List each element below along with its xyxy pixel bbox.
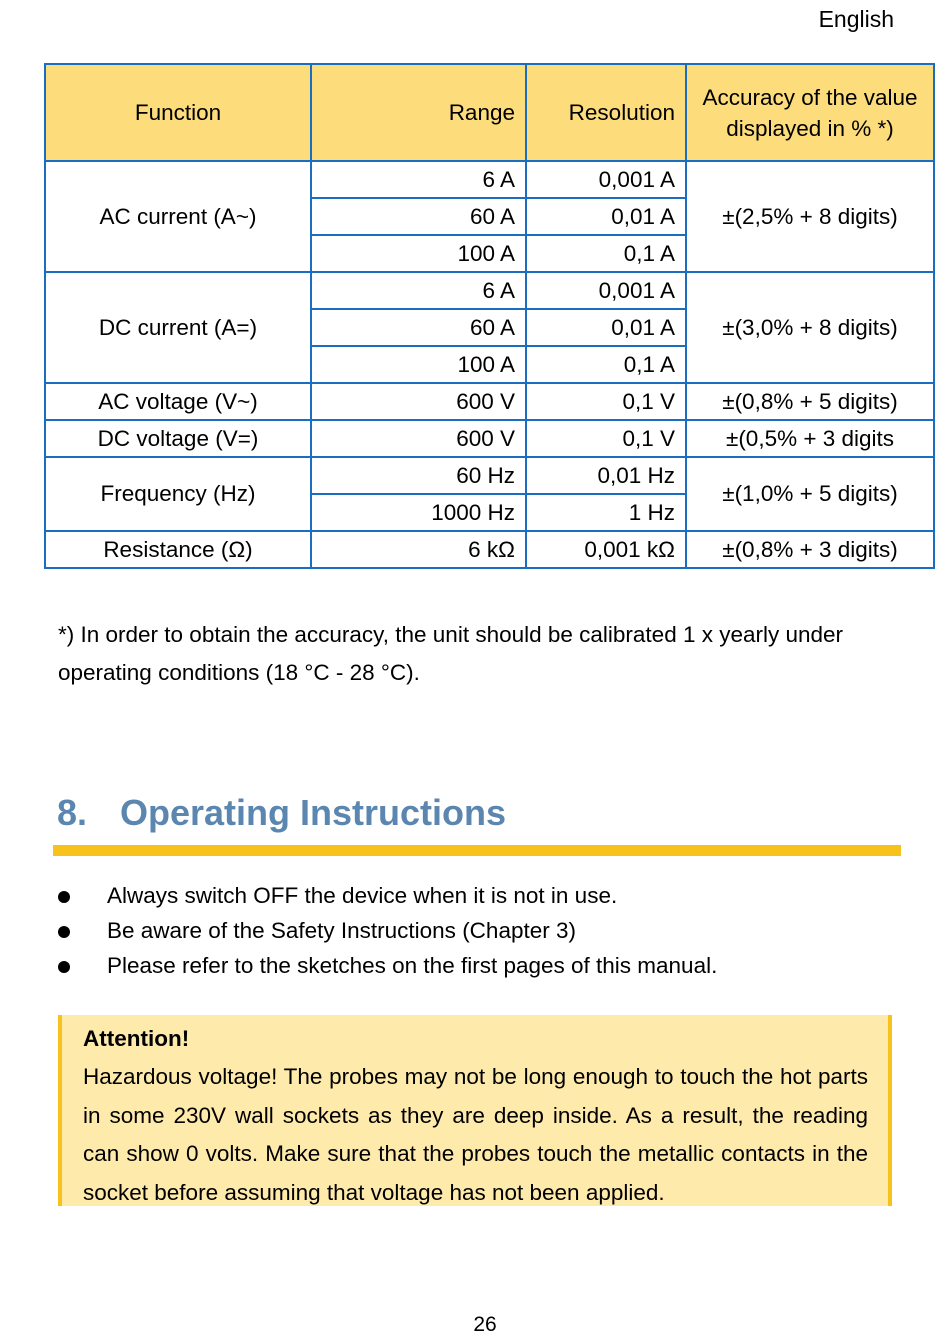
table-row	[45, 161, 934, 198]
resolution-cell: 0,1 V	[526, 420, 686, 457]
table-row	[45, 531, 934, 568]
attention-box	[58, 1015, 892, 1206]
table-row	[45, 420, 934, 457]
resolution-cell: 0,1 A	[526, 235, 686, 272]
accuracy-cell: ±(0,8% + 5 digits)	[686, 383, 934, 420]
table-row	[45, 457, 934, 494]
function-cell: AC current (A~)	[45, 161, 311, 272]
resolution-cell: 1 Hz	[526, 494, 686, 531]
list-item	[52, 948, 717, 983]
range-cell: 60 A	[311, 309, 526, 346]
bullet-icon	[58, 891, 70, 903]
resolution-cell: 0,001 A	[526, 272, 686, 309]
resolution-cell: 0,001 A	[526, 161, 686, 198]
range-cell: 100 A	[311, 235, 526, 272]
instruction-list	[52, 878, 717, 983]
header-function: Function	[45, 64, 311, 161]
function-cell: AC voltage (V~)	[45, 383, 311, 420]
accuracy-cell: ±(0,8% + 3 digits)	[686, 531, 934, 568]
range-cell: 60 Hz	[311, 457, 526, 494]
bullet-icon	[58, 961, 70, 973]
section-underline	[53, 845, 901, 856]
range-cell: 600 V	[311, 420, 526, 457]
table-row	[45, 272, 934, 309]
resolution-cell: 0,01 A	[526, 198, 686, 235]
function-cell: Frequency (Hz)	[45, 457, 311, 531]
resolution-cell: 0,001 kΩ	[526, 531, 686, 568]
function-cell: DC voltage (V=)	[45, 420, 311, 457]
accuracy-cell: ±(1,0% + 5 digits)	[686, 457, 934, 531]
attention-body: Hazardous voltage! The probes may not be long enough to touch the hot parts in some 230V wall sockets as they are deep inside. As a result, the reading can show 0 volts. Make sure that the probes touch the metallic contacts in the socket before assuming that voltage has not been applied.	[83, 1064, 868, 1205]
resolution-cell: 0,01 Hz	[526, 457, 686, 494]
section-title: Operating Instructions	[120, 792, 507, 833]
range-cell: 100 A	[311, 346, 526, 383]
function-cell: DC current (A=)	[45, 272, 311, 383]
section-number: 8.	[57, 792, 88, 833]
header-resolution: Resolution	[526, 64, 686, 161]
list-item	[52, 913, 717, 948]
attention-title: Attention!	[83, 1026, 190, 1051]
range-cell: 1000 Hz	[311, 494, 526, 531]
range-cell: 6 A	[311, 161, 526, 198]
table-header-row	[45, 64, 934, 161]
list-item	[52, 878, 717, 913]
accuracy-footnote: *) In order to obtain the accuracy, the unit should be calibrated 1 x yearly under operating conditions (18 °C - 28 °C).	[58, 622, 844, 685]
range-cell: 6 A	[311, 272, 526, 309]
list-item-text: Be aware of the Safety Instructions (Chapter 3)	[107, 918, 576, 943]
accuracy-cell: ±(2,5% + 8 digits)	[686, 161, 934, 272]
resolution-cell: 0,1 A	[526, 346, 686, 383]
range-cell: 6 kΩ	[311, 531, 526, 568]
page-number: 26	[473, 1313, 497, 1336]
accuracy-cell: ±(3,0% + 8 digits)	[686, 272, 934, 383]
resolution-cell: 0,1 V	[526, 383, 686, 420]
function-cell: Resistance (Ω)	[45, 531, 311, 568]
list-item-text: Always switch OFF the device when it is not in use.	[107, 883, 618, 908]
bullet-icon	[58, 926, 70, 938]
list-item-text: Please refer to the sketches on the first pages of this manual.	[107, 953, 718, 978]
language-label: English	[818, 6, 894, 32]
table-row	[45, 383, 934, 420]
header-accuracy: Accuracy of the value displayed in % *)	[686, 64, 934, 161]
accuracy-cell: ±(0,5% + 3 digits	[686, 420, 934, 457]
range-cell: 60 A	[311, 198, 526, 235]
header-range: Range	[311, 64, 526, 161]
section-heading	[57, 792, 506, 834]
resolution-cell: 0,01 A	[526, 309, 686, 346]
range-cell: 600 V	[311, 383, 526, 420]
specifications-table	[44, 63, 935, 569]
